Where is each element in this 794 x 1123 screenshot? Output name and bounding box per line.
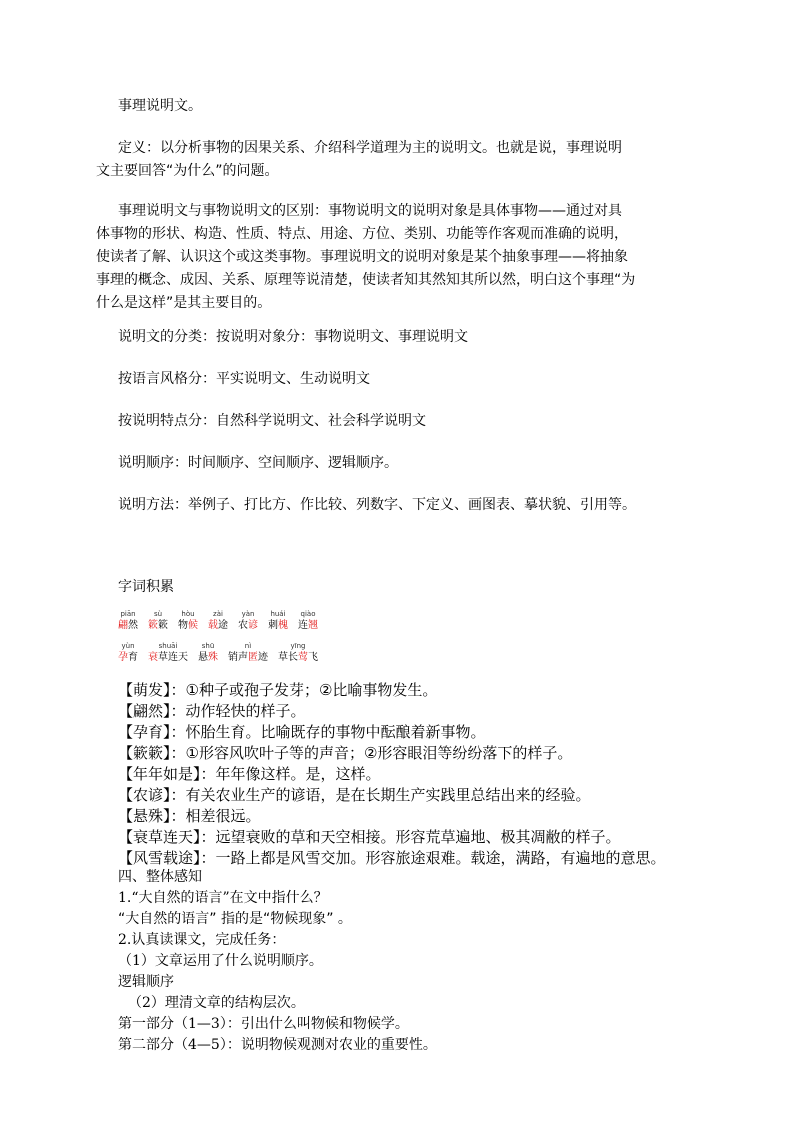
vocab-word — [298, 609, 318, 632]
vocab-pinyin: yùn — [121, 642, 135, 650]
difference-line-1: 事理说明文与事物说明文的区别：事物说明文的说明对象是具体事物——通过对具 — [118, 203, 622, 219]
vocab-hanzi-highlight: 簌 — [148, 620, 158, 631]
vocab-word — [198, 641, 218, 664]
vocab-entry: 【悬殊】：相差很远。 — [118, 807, 261, 825]
vocab-hanzi — [278, 651, 318, 664]
vocab-hanzi — [118, 651, 138, 664]
answer-1: “大自然的语言” 指的是“物候现象” 。 — [118, 911, 352, 927]
vocab-hanzi-highlight: 衰 — [148, 652, 158, 663]
section-title: 四、整体感知 — [118, 869, 202, 885]
question-1: 1.“大自然的语言”在文中指什么？ — [118, 890, 328, 906]
vocab-row-2 — [118, 641, 328, 664]
question-2-1: （1）文章运用了什么说明顺序。 — [118, 953, 323, 969]
vocab-entry: 【年年如是】：年年像这样。是，这样。 — [118, 765, 381, 783]
explanation-methods: 说明方法：举例子、打比方、作比较、列数字、下定义、画图表、摹状貌、引用等。 — [118, 497, 636, 513]
vocab-hanzi-suffix: 然 — [128, 620, 138, 631]
vocab-hanzi-suffix: 簌 — [158, 620, 168, 631]
vocab-title: 字词积累 — [118, 579, 174, 595]
vocab-pinyin: qiào — [300, 610, 316, 618]
vocab-hanzi-prefix: 悬 — [198, 652, 208, 663]
vocab-word — [228, 641, 268, 664]
vocab-hanzi — [298, 619, 318, 632]
vocab-pinyin: yàn — [241, 610, 255, 618]
vocab-word — [208, 609, 228, 632]
definition-line-2: 文主要回答“为什么”的问题。 — [96, 163, 279, 179]
difference-line-5: 什么是这样”是其主要目的。 — [96, 295, 272, 311]
vocab-hanzi — [228, 651, 268, 664]
vocab-hanzi-suffix: 飞 — [308, 652, 318, 663]
classification-by-feature: 按说明特点分：自然科学说明文、社会科学说明文 — [118, 413, 426, 429]
vocab-hanzi — [268, 619, 288, 632]
definition-paragraph — [96, 137, 716, 183]
vocab-word — [278, 641, 318, 664]
vocab-hanzi-prefix: 草长 — [278, 652, 298, 663]
vocab-hanzi-prefix: 销声 — [228, 652, 248, 663]
vocab-hanzi — [198, 651, 218, 664]
vocab-entry: 【簌簌】：①形容风吹叶子等的声音；②形容眼泪等纷纷落下的样子。 — [118, 744, 573, 762]
vocab-hanzi — [208, 619, 228, 632]
vocab-pinyin: huái — [270, 610, 286, 618]
vocab-word — [238, 609, 258, 632]
difference-line-4: 事理的概念、成因、关系、原理等说清楚，使读者知其然知其所以然，明白这个事理“为 — [96, 272, 636, 288]
vocab-hanzi-highlight: 翘 — [308, 620, 318, 631]
vocab-hanzi-highlight: 孕 — [118, 652, 128, 663]
vocab-pinyin: sù — [153, 610, 163, 618]
vocab-entry: 【孕育】：怀胎生育。比喻既存的事物中酝酿着新事物。 — [118, 723, 486, 741]
vocab-row-1 — [118, 609, 328, 632]
vocab-word — [178, 609, 198, 632]
explanation-order: 说明顺序：时间顺序、空间顺序、逻辑顺序。 — [118, 455, 398, 471]
vocab-pinyin: hòu — [181, 610, 195, 618]
vocab-entry: 【风雪载途】：一路上都是风雪交加。形容旅途艰难。载途，满路，有遍地的意思。 — [118, 849, 666, 867]
question-2: 2.认真读课文，完成任务： — [118, 932, 286, 948]
answer-2-1: 逻辑顺序 — [118, 974, 174, 990]
vocab-pinyin: yīng — [290, 642, 306, 650]
vocab-hanzi — [148, 619, 168, 632]
vocab-hanzi-highlight: 翩 — [118, 620, 128, 631]
vocab-hanzi-suffix: 育 — [128, 652, 138, 663]
vocab-hanzi — [238, 619, 258, 632]
definition-line-1: 定义：以分析事物的因果关系、介绍科学道理为主的说明文。也就是说，事理说明 — [118, 140, 622, 156]
question-2-2: （2）理清文章的结构层次。 — [128, 995, 305, 1011]
vocab-hanzi-highlight: 槐 — [278, 620, 288, 631]
vocab-entry: 【农谚】：有关农业生产的谚语，是在长期生产实践里总结出来的经验。 — [118, 786, 591, 804]
vocab-word — [118, 609, 138, 632]
vocab-hanzi-prefix: 刺 — [268, 620, 278, 631]
structure-part-2: 第二部分（4—5）：说明物候观测对农业的重要性。 — [118, 1037, 437, 1053]
vocab-hanzi-suffix: 迹 — [258, 652, 268, 663]
vocab-hanzi-suffix: 途 — [218, 620, 228, 631]
heading-shili: 事理说明文。 — [118, 98, 202, 114]
vocab-pinyin: zài — [213, 610, 223, 618]
classification-by-style: 按语言风格分：平实说明文、生动说明文 — [118, 371, 370, 387]
vocab-hanzi-prefix: 连 — [298, 620, 308, 631]
classification-by-object: 说明文的分类：按说明对象分：事物说明文、事理说明文 — [118, 329, 468, 345]
vocab-word — [148, 609, 168, 632]
vocab-hanzi-highlight: 谚 — [248, 620, 258, 631]
vocab-entry: 【衰草连天】：远望衰败的草和天空相接。形容荒草遍地、极其凋敝的样子。 — [118, 828, 621, 846]
vocab-hanzi-highlight: 莺 — [298, 652, 308, 663]
vocab-pinyin: shū — [201, 642, 215, 650]
vocab-hanzi-suffix: 草连天 — [158, 652, 188, 663]
vocab-pinyin: nì — [244, 642, 252, 650]
vocab-word — [118, 641, 138, 664]
vocab-word — [148, 641, 188, 664]
vocab-word — [268, 609, 288, 632]
vocab-pinyin: piān — [120, 610, 136, 618]
vocab-pinyin: shuāi — [158, 642, 178, 650]
vocab-hanzi — [178, 619, 198, 632]
structure-part-1: 第一部分（1—3）：引出什么叫物候和物候学。 — [118, 1016, 409, 1032]
vocab-hanzi-highlight: 匿 — [248, 652, 258, 663]
vocab-hanzi-prefix: 物 — [178, 620, 188, 631]
vocab-hanzi-prefix: 农 — [238, 620, 248, 631]
section-overall — [118, 867, 718, 1056]
difference-line-3: 使读者了解、认识这个或这类事物。事理说明文的说明对象是某个抽象事理——将抽象 — [96, 249, 628, 265]
vocab-hanzi-highlight: 殊 — [208, 652, 218, 663]
vocab-entries — [118, 680, 718, 869]
difference-paragraph — [96, 200, 716, 315]
vocab-hanzi-highlight: 候 — [188, 620, 198, 631]
vocab-hanzi-highlight: 载 — [208, 620, 218, 631]
vocab-hanzi — [148, 651, 188, 664]
vocab-entry: 【翩然】：动作轻快的样子。 — [118, 702, 306, 720]
vocab-hanzi — [118, 619, 138, 632]
vocab-entry: 【萌发】：①种子或孢子发芽；②比喻事物发生。 — [118, 681, 438, 699]
difference-line-2: 体事物的形状、构造、性质、特点、用途、方位、类别、功能等作客观而准确的说明， — [96, 226, 628, 242]
